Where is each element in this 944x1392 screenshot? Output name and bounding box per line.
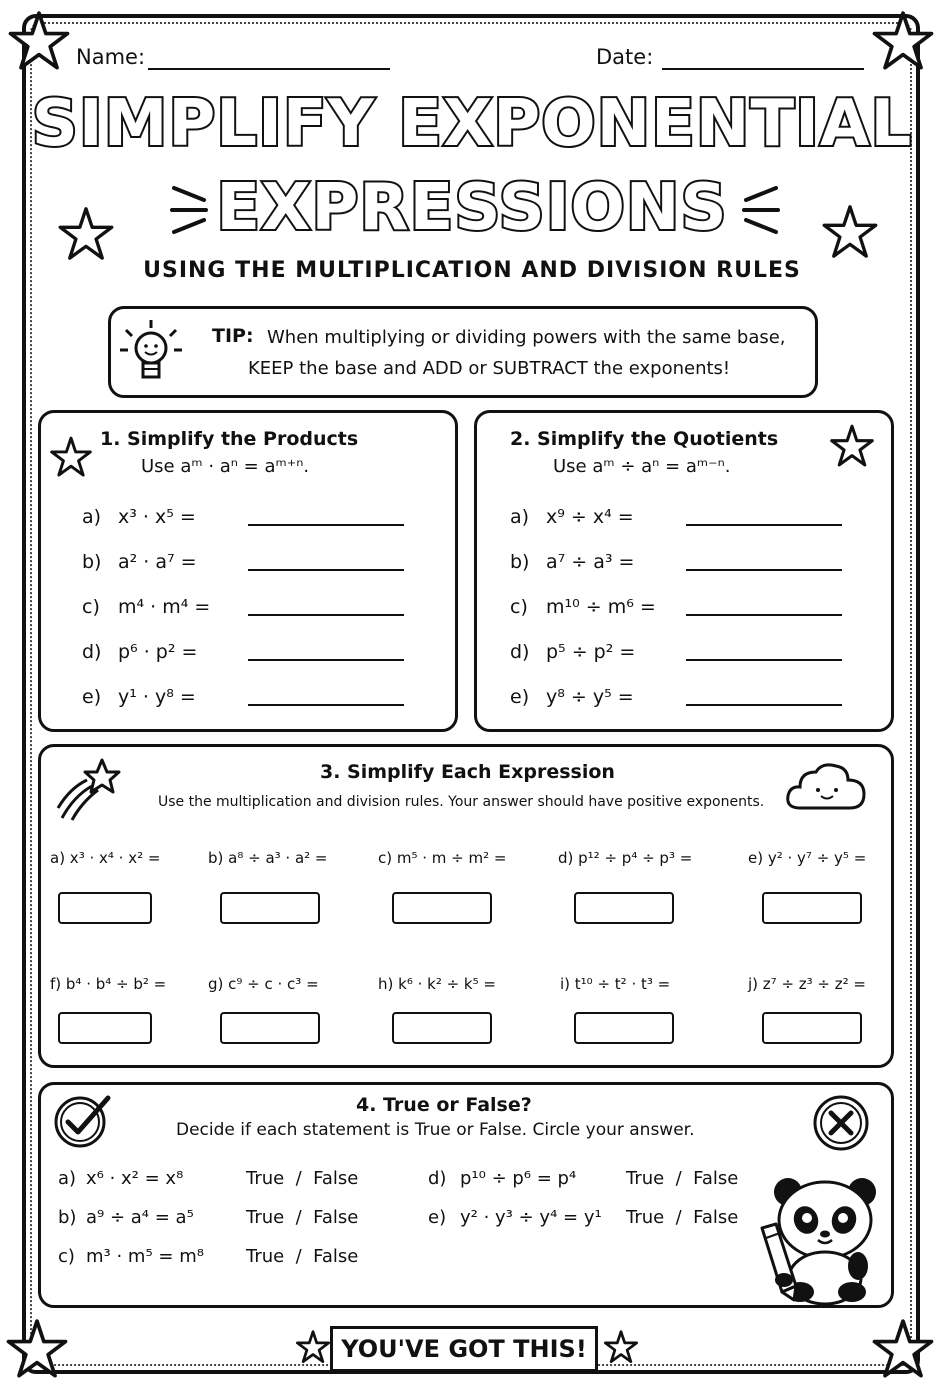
s2-answer-b[interactable] (686, 569, 842, 571)
date-label: Date: (596, 45, 654, 69)
s1-expr-b: a² · a⁷ = (118, 551, 197, 573)
s1-expr-a: x³ · x⁵ = (118, 506, 196, 528)
s3-expr-d: d) p¹² ÷ p⁴ ÷ p³ = (558, 849, 693, 867)
star-icon (872, 10, 934, 72)
s3-answer-box-f[interactable] (58, 1012, 152, 1044)
checkmark-icon (52, 1092, 112, 1152)
section3-instructions: Use the multiplication and division rules. Your answer should have positive exponents. (158, 794, 765, 810)
s3-expr-g: g) c⁹ ÷ c · c³ = (208, 975, 319, 993)
star-icon (830, 424, 874, 468)
star-icon (50, 436, 92, 478)
s3-answer-box-d[interactable] (574, 892, 674, 924)
s1-label-d: d) (82, 641, 102, 663)
s2-answer-c[interactable] (686, 614, 842, 616)
s4-expr-c: m³ · m⁵ = m⁸ (86, 1246, 204, 1267)
section4-instructions: Decide if each statement is True or False. Circle your answer. (176, 1120, 695, 1140)
section3-title: 3. Simplify Each Expression (320, 761, 615, 783)
s3-expr-e: e) y² · y⁷ ÷ y⁵ = (748, 849, 867, 867)
s4-choice-c[interactable]: True / False (246, 1246, 359, 1267)
s3-expr-f: f) b⁴ · b⁴ ÷ b² = (50, 975, 167, 993)
s3-answer-box-h[interactable] (392, 1012, 492, 1044)
s3-answer-box-j[interactable] (762, 1012, 862, 1044)
s3-answer-box-b[interactable] (220, 892, 320, 924)
s2-expr-b: a⁷ ÷ a³ = (546, 551, 635, 573)
tip-line1: When multiplying or dividing powers with the same base, (267, 327, 786, 348)
s2-expr-a: x⁹ ÷ x⁴ = (546, 506, 634, 528)
page-title-line1: SIMPLIFY EXPONENTIAL (31, 87, 913, 161)
s1-expr-c: m⁴ · m⁴ = (118, 596, 211, 618)
s1-label-a: a) (82, 506, 102, 528)
page-title-line2: EXPRESSIONS (216, 171, 728, 245)
shooting-star-icon (56, 756, 122, 822)
s1-answer-a[interactable] (248, 524, 404, 526)
s2-expr-e: y⁸ ÷ y⁵ = (546, 686, 634, 708)
star-icon (604, 1330, 638, 1364)
section4-title: 4. True or False? (356, 1094, 532, 1116)
s3-answer-box-i[interactable] (574, 1012, 674, 1044)
s4-label-d: d) (428, 1168, 447, 1189)
s2-label-e: e) (510, 686, 530, 708)
star-icon (6, 1318, 68, 1380)
page-subtitle: USING THE MULTIPLICATION AND DIVISION RULES (143, 258, 801, 283)
s2-label-b: b) (510, 551, 530, 573)
s1-label-b: b) (82, 551, 102, 573)
date-field[interactable] (662, 68, 864, 70)
s3-expr-c: c) m⁵ · m ÷ m² = (378, 849, 507, 867)
star-icon (872, 1318, 934, 1380)
s4-choice-e[interactable]: True / False (626, 1207, 739, 1228)
s2-answer-d[interactable] (686, 659, 842, 661)
s3-answer-box-a[interactable] (58, 892, 152, 924)
encouragement-banner: YOU'VE GOT THIS! (330, 1326, 598, 1372)
s4-expr-e: y² · y³ ÷ y⁴ = y¹ (460, 1207, 602, 1228)
tip-box (108, 306, 818, 398)
tip-line2: KEEP the base and ADD or SUBTRACT the exponents! (248, 358, 731, 379)
s3-expr-j: j) z⁷ ÷ z³ ÷ z² = (748, 975, 866, 993)
s4-choice-d[interactable]: True / False (626, 1168, 739, 1189)
s2-label-a: a) (510, 506, 530, 528)
s4-label-a: a) (58, 1168, 77, 1189)
lightbulb-icon (118, 318, 184, 390)
section2-title: 2. Simplify the Quotients (510, 428, 779, 450)
star-icon (822, 204, 878, 260)
s2-expr-d: p⁵ ÷ p² = (546, 641, 636, 663)
x-mark-icon (812, 1094, 870, 1152)
s2-expr-c: m¹⁰ ÷ m⁶ = (546, 596, 656, 618)
s4-label-e: e) (428, 1207, 447, 1228)
s4-choice-a[interactable]: True / False (246, 1168, 359, 1189)
s2-answer-a[interactable] (686, 524, 842, 526)
s2-answer-e[interactable] (686, 704, 842, 706)
s3-expr-a: a) x³ · x⁴ · x² = (50, 849, 161, 867)
tip-label: TIP: (212, 325, 254, 347)
s2-label-c: c) (510, 596, 528, 618)
s1-expr-e: y¹ · y⁸ = (118, 686, 196, 708)
section1-title: 1. Simplify the Products (100, 428, 359, 450)
s4-label-c: c) (58, 1246, 75, 1267)
s1-expr-d: p⁶ · p² = (118, 641, 198, 663)
s3-expr-b: b) a⁸ ÷ a³ · a² = (208, 849, 328, 867)
star-icon (8, 10, 70, 72)
sparkle-lines-left (170, 180, 214, 240)
s4-expr-d: p¹⁰ ÷ p⁶ = p⁴ (460, 1168, 577, 1189)
s2-label-d: d) (510, 641, 530, 663)
s1-label-e: e) (82, 686, 102, 708)
star-icon (296, 1330, 330, 1364)
name-label: Name: (76, 45, 146, 69)
pencil-icon (756, 1222, 802, 1302)
s3-answer-box-e[interactable] (762, 892, 862, 924)
section2-rule: Use aᵐ ÷ aⁿ = aᵐ⁻ⁿ. (553, 456, 731, 477)
s4-label-b: b) (58, 1207, 77, 1228)
cloud-icon (784, 758, 868, 816)
s1-answer-e[interactable] (248, 704, 404, 706)
name-field[interactable] (148, 68, 390, 70)
s4-expr-a: x⁶ · x² = x⁸ (86, 1168, 184, 1189)
s3-answer-box-g[interactable] (220, 1012, 320, 1044)
s3-answer-box-c[interactable] (392, 892, 492, 924)
s1-answer-d[interactable] (248, 659, 404, 661)
star-icon (58, 206, 114, 262)
s1-answer-b[interactable] (248, 569, 404, 571)
section1-rule: Use aᵐ · aⁿ = aᵐ⁺ⁿ. (141, 456, 310, 477)
s3-expr-i: i) t¹⁰ ÷ t² · t³ = (560, 975, 671, 993)
s1-label-c: c) (82, 596, 100, 618)
s4-expr-b: a⁹ ÷ a⁴ = a⁵ (86, 1207, 194, 1228)
s1-answer-c[interactable] (248, 614, 404, 616)
s3-expr-h: h) k⁶ · k² ÷ k⁵ = (378, 975, 496, 993)
sparkle-lines-right (736, 180, 780, 240)
s4-choice-b[interactable]: True / False (246, 1207, 359, 1228)
